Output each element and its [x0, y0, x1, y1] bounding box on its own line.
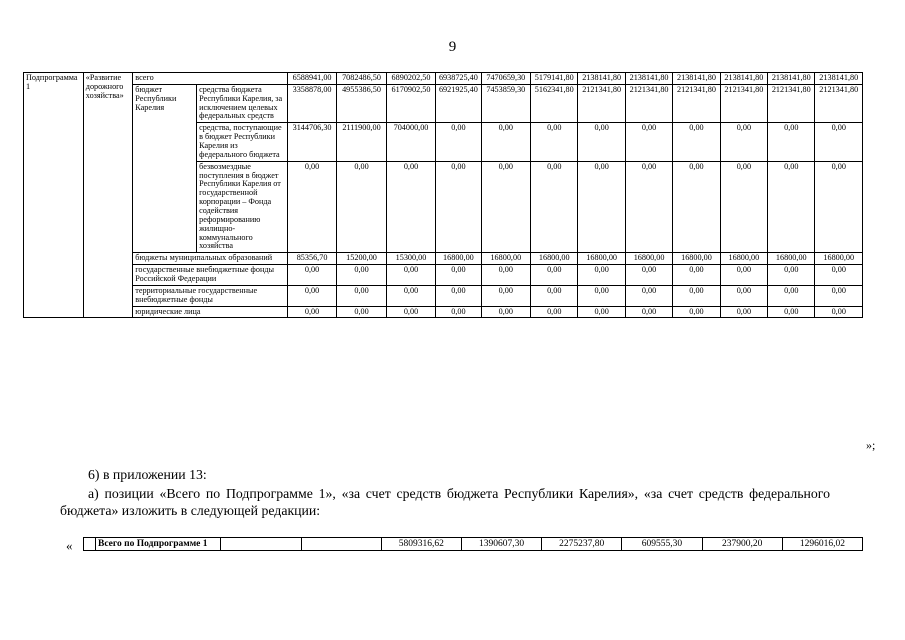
row-total: [24, 73, 863, 85]
value-cell: 0,00: [531, 285, 578, 306]
item-b-paragraph: 6) в приложении 13:: [88, 467, 207, 482]
value-cell: 0,00: [337, 285, 386, 306]
value-cell: 0,00: [386, 306, 435, 318]
value-cell: 0,00: [436, 265, 481, 286]
value-cell: 2138141,80: [578, 73, 625, 85]
value-cell: 0,00: [815, 161, 863, 253]
value-cell: 2121341,80: [720, 84, 767, 122]
value-cell: 2121341,80: [578, 84, 625, 122]
value-cell: 0,00: [578, 306, 625, 318]
value-cell: 16800,00: [481, 253, 530, 265]
value-cell: 5179141,80: [531, 73, 578, 85]
value-cell: 7082486,50: [337, 73, 386, 85]
total-row: [84, 538, 863, 551]
value-cell: 7470659,30: [481, 73, 530, 85]
page-number: 9: [448, 39, 457, 55]
total-label: Всего по Подпрограмме 1: [96, 538, 221, 551]
source-label: безвозмездные поступления в бюджет Республики Карелия от государственной корпорации – Фонда содействия реформированию жилищно-коммунального хозяйства: [197, 161, 288, 253]
total-empty-cell: [301, 538, 381, 551]
row-other-source: [24, 253, 863, 265]
value-cell: 6588941,00: [287, 73, 336, 85]
value-cell: 7453859,30: [481, 84, 530, 122]
total-value: 1390607,30: [461, 538, 541, 551]
value-cell: 0,00: [337, 265, 386, 286]
value-cell: 16800,00: [720, 253, 767, 265]
value-cell: 2138141,80: [673, 73, 720, 85]
value-cell: 2138141,80: [720, 73, 767, 85]
value-cell: 0,00: [720, 285, 767, 306]
value-cell: 0,00: [531, 306, 578, 318]
value-cell: 6170902,50: [386, 84, 435, 122]
value-cell: 0,00: [815, 306, 863, 318]
value-cell: 5162341,80: [531, 84, 578, 122]
value-cell: 0,00: [337, 161, 386, 253]
total-empty-cell: [221, 538, 301, 551]
value-cell: 0,00: [436, 161, 481, 253]
value-cell: 0,00: [436, 306, 481, 318]
value-cell: 0,00: [673, 161, 720, 253]
value-cell: 0,00: [625, 123, 672, 161]
value-cell: 0,00: [578, 265, 625, 286]
value-cell: 2138141,80: [815, 73, 863, 85]
value-cell: 0,00: [673, 123, 720, 161]
value-cell: 0,00: [287, 161, 336, 253]
value-cell: 0,00: [287, 306, 336, 318]
value-cell: 0,00: [768, 161, 815, 253]
value-cell: 0,00: [386, 285, 435, 306]
value-cell: 0,00: [578, 161, 625, 253]
value-cell: 16800,00: [625, 253, 672, 265]
total-value: 2275237,80: [542, 538, 622, 551]
value-cell: 6938725,40: [436, 73, 481, 85]
value-cell: 0,00: [768, 123, 815, 161]
value-cell: 0,00: [625, 161, 672, 253]
value-cell: 0,00: [673, 285, 720, 306]
value-cell: 0,00: [287, 265, 336, 286]
subprogram-total-table: [83, 537, 863, 551]
value-cell: 3144706,30: [287, 123, 336, 161]
source-label: средства, поступающие в бюджет Республики Карелия из федерального бюджета: [197, 123, 288, 161]
value-cell: 0,00: [531, 265, 578, 286]
value-cell: 0,00: [768, 265, 815, 286]
value-cell: 0,00: [625, 306, 672, 318]
value-cell: 0,00: [481, 161, 530, 253]
source-label: государственные внебюджетные фонды Российской Федерации: [133, 265, 288, 286]
value-cell: 0,00: [531, 123, 578, 161]
value-cell: 0,00: [673, 265, 720, 286]
value-cell: 2121341,80: [625, 84, 672, 122]
value-cell: 2121341,80: [768, 84, 815, 122]
value-cell: 0,00: [768, 306, 815, 318]
value-cell: 85356,70: [287, 253, 336, 265]
value-cell: 4955386,50: [337, 84, 386, 122]
budget-label: бюджет Республики Карелия: [133, 84, 197, 252]
total-value: 5809316,62: [381, 538, 461, 551]
program-name: «Развитие дорожного хозяйства»: [83, 73, 132, 318]
value-cell: 0,00: [673, 306, 720, 318]
value-cell: 6890202,50: [386, 73, 435, 85]
row-other-source: [24, 265, 863, 286]
program-label: Подпрограмма 1: [24, 73, 84, 318]
value-cell: 0,00: [815, 285, 863, 306]
total-label: всего: [133, 73, 288, 85]
value-cell: 0,00: [578, 285, 625, 306]
value-cell: 0,00: [768, 285, 815, 306]
value-cell: 16800,00: [673, 253, 720, 265]
source-label: средства бюджета Республики Карелия, за исключением целевых федеральных средств: [197, 84, 288, 122]
row-budget-source: [24, 84, 863, 122]
value-cell: 0,00: [578, 123, 625, 161]
value-cell: 16800,00: [815, 253, 863, 265]
value-cell: 16800,00: [531, 253, 578, 265]
value-cell: 2121341,80: [673, 84, 720, 122]
value-cell: 0,00: [481, 265, 530, 286]
value-cell: 0,00: [481, 285, 530, 306]
opening-quote: «: [66, 538, 73, 553]
value-cell: 16800,00: [578, 253, 625, 265]
value-cell: 0,00: [625, 285, 672, 306]
value-cell: 0,00: [625, 265, 672, 286]
value-cell: 2121341,80: [815, 84, 863, 122]
value-cell: 0,00: [481, 306, 530, 318]
value-cell: 0,00: [436, 123, 481, 161]
source-label: юридические лица: [133, 306, 288, 318]
value-cell: 6921925,40: [436, 84, 481, 122]
value-cell: 15200,00: [337, 253, 386, 265]
row-other-source: [24, 285, 863, 306]
value-cell: 16800,00: [768, 253, 815, 265]
value-cell: 0,00: [287, 285, 336, 306]
item-a-paragraph: а) позиции «Всего по Подпрограмме 1», «за счет средств бюджета Республики Карелия», «за счет средств федерального бюджета» изложить в следующей редакции:: [60, 486, 830, 518]
value-cell: 0,00: [386, 265, 435, 286]
value-cell: 2138141,80: [768, 73, 815, 85]
value-cell: 0,00: [815, 265, 863, 286]
row-other-source: [24, 306, 863, 318]
value-cell: 3358878,00: [287, 84, 336, 122]
total-value: 609555,30: [622, 538, 702, 551]
value-cell: 0,00: [337, 306, 386, 318]
value-cell: 16800,00: [436, 253, 481, 265]
value-cell: 704000,00: [386, 123, 435, 161]
source-label: бюджеты муниципальных образований: [133, 253, 288, 265]
value-cell: 0,00: [720, 306, 767, 318]
value-cell: 0,00: [720, 161, 767, 253]
value-cell: 0,00: [720, 265, 767, 286]
total-value: 237900,20: [702, 538, 782, 551]
source-label: территориальные государственные внебюджетные фонды: [133, 285, 288, 306]
closing-quote: »;: [866, 438, 876, 452]
value-cell: 0,00: [436, 285, 481, 306]
total-empty-cell: [84, 538, 96, 551]
value-cell: 0,00: [815, 123, 863, 161]
funding-table: [23, 72, 863, 318]
value-cell: 0,00: [481, 123, 530, 161]
value-cell: 0,00: [531, 161, 578, 253]
value-cell: 2138141,80: [625, 73, 672, 85]
value-cell: 2111900,00: [337, 123, 386, 161]
value-cell: 0,00: [720, 123, 767, 161]
value-cell: 15300,00: [386, 253, 435, 265]
total-value: 1296016,02: [782, 538, 862, 551]
value-cell: 0,00: [386, 161, 435, 253]
